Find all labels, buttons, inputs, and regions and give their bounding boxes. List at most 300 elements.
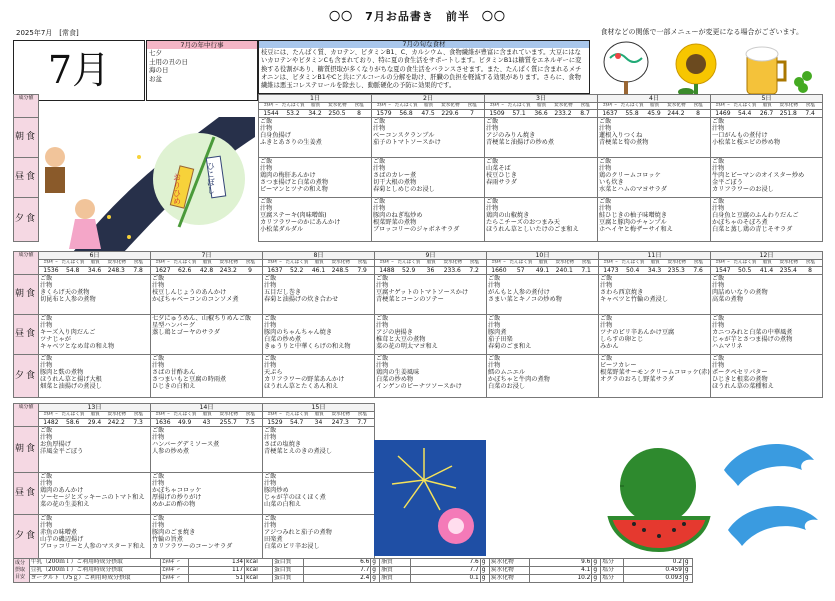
menu-item: ポークペセリパター (712, 369, 768, 377)
nutrient-value: 1579 (376, 109, 392, 117)
meal-cell (711, 354, 823, 397)
nutrient-head: 脂質 (90, 260, 100, 266)
menu-item: 汁物 (152, 433, 165, 441)
nutrient-head: 脂質 (650, 260, 660, 266)
menu-item: 椎茸と大豆の煮物 (376, 336, 426, 344)
footer-su: g (683, 567, 692, 575)
nutrient-head: 炭水化物 (443, 260, 462, 266)
menu-item: めかぶの酢の物 (152, 501, 196, 509)
meal-cell (375, 354, 487, 397)
menu-item: じゃが芋のほくほく煮 (264, 494, 326, 502)
menu-item: 豚肉煮 (488, 329, 507, 337)
menu-item: 水菜とハムのマヨサラダ (599, 186, 667, 194)
nutrient-value: 45.9 (647, 109, 661, 117)
menu-item: きくらげ天の煮物 (40, 289, 90, 297)
meal-cell (599, 274, 711, 314)
nutrient-head: 脂質 (424, 103, 434, 109)
menu-item: ご飯 (40, 472, 53, 480)
menu-item: ひじきと根菜の煮物 (712, 376, 768, 384)
meal-cell (487, 314, 599, 354)
menu-item: 汁物 (264, 281, 277, 289)
footer-su: g (683, 559, 692, 567)
menu-item: 赤魚の味噌煮 (40, 529, 78, 537)
menu-item: ご飯 (599, 157, 612, 165)
month-heading: 7月 (13, 40, 145, 101)
nutrient-values (263, 266, 375, 274)
meal-cell (263, 314, 375, 354)
nutrient-head: たんぱく質 (173, 260, 197, 266)
nutrient-value: 7.3 (133, 418, 143, 426)
menu-item: ブロッコリーのジャボネサラダ (373, 226, 460, 234)
menu-item: 汁物 (488, 361, 501, 369)
nutrient-heads (263, 260, 375, 266)
nutrient-head: 脂質 (202, 412, 212, 418)
day-date: 11日 (599, 252, 711, 260)
nutrient-heads (711, 260, 823, 266)
day-date: 13日 (39, 404, 151, 412)
nutrient-value: 1636 (155, 418, 171, 426)
menu-item: ほうれん草と揚げ大根 (40, 376, 102, 384)
footer-kv: 117 (189, 567, 245, 575)
footer-pv: 6.6 (304, 559, 371, 567)
nutrient-value: 54.4 (738, 109, 752, 117)
menu-item: さつまいもと豆腐の時雨煮 (152, 376, 227, 384)
events-box (146, 40, 258, 101)
menu-item: 春菊としめじのお浸し (373, 186, 435, 194)
menu-item: 汁物 (40, 479, 53, 487)
menu-item: 茄子のトマトソースかけ (373, 139, 441, 147)
nutrient-value: 7.1 (581, 266, 591, 274)
seasonal-text: 枝豆には、たんぱく質、カロテン、ビタミンB1、C、カルシウム、食物繊維が豊富に含まれています。大豆にはないカロテンやビタミンCも含まれており、特に夏の食生活をサポートします。ビタミンB1は糖質をエネルギーに変換する役割があり、糖質摂取が多くなりがちな夏の食生活をバランスさせます。また、たんぱく質に含まれるメチオニンは、ビタミンB1やCと共にアルコールの分解を助け、肝臓の負担を軽減する効果があります。さらに、食物繊維は悪玉コレステロールを除去し、動脈硬化の予防に効果的です。 (261, 49, 582, 90)
nutrient-values (259, 109, 372, 117)
nutrient-value: 36 (426, 266, 435, 274)
menu-item: 汁物 (264, 361, 277, 369)
nutrient-heads (487, 260, 599, 266)
nutrient-value: 1547 (715, 266, 731, 274)
meal-cell (259, 197, 372, 241)
nutrient-head: 炭水化物 (219, 260, 238, 266)
nutrient-value: 7.4 (805, 109, 815, 117)
menu-item: ご飯 (712, 274, 725, 282)
menu-item: ご飯 (264, 426, 277, 434)
nutrient-heads (599, 260, 711, 266)
nutrient-value: 7.5 (245, 418, 255, 426)
nutrient-value: 240.1 (555, 266, 573, 274)
menu-item: 田楽煮 (264, 536, 283, 544)
nutrient-head: たんぱく質 (394, 103, 418, 109)
day-date: 9日 (375, 252, 487, 260)
menu-item: ご飯 (486, 197, 499, 205)
nutrient-head: 食塩 (245, 260, 255, 266)
footer-cu: g (592, 559, 601, 567)
menu-item: 汁物 (40, 361, 53, 369)
menu-item: ご飯 (152, 274, 165, 282)
footer-sv: 0.2 (623, 559, 683, 567)
menu-item: 人参の炒め煮 (152, 448, 190, 456)
menu-item: 根菜野菜サーモンクリームコロッケ(赤) (600, 369, 710, 377)
footer-fu: g (480, 559, 489, 567)
footer-row (14, 567, 693, 575)
menu-item: ご飯 (264, 514, 277, 522)
sunflower-icon (660, 38, 732, 100)
nutrient-heads (263, 412, 375, 418)
menu-item: 鱈のムニエル (488, 369, 526, 377)
menu-item: 小松菜と桜エビの炒め物 (712, 139, 781, 147)
menu-item: インゲンのピーナツソースかけ (376, 383, 462, 391)
nutrient-values (487, 266, 599, 274)
nutrient-heads (485, 103, 598, 109)
menu-item: 天ぷら (264, 369, 283, 377)
menu-item: ご飯 (260, 157, 273, 165)
nutrient-heads (375, 260, 487, 266)
nutrient-value: 56.8 (399, 109, 413, 117)
seasonal-food-box (258, 40, 590, 94)
menu-item: 汁物 (599, 204, 612, 212)
nutrient-values (485, 109, 598, 117)
menu-item: 豚肉と麩の煮物 (40, 369, 84, 377)
nutrient-value: 1637 (267, 266, 283, 274)
footer-k: ｴﾈﾙｷﾞｰ (161, 575, 189, 583)
nutrition-label: 成分値 (14, 404, 39, 427)
menu-item: ホヘイヤと梅ザーサイ和え (599, 226, 673, 234)
meal-cell (263, 274, 375, 314)
nutrient-head: 炭水化物 (107, 260, 126, 266)
footer-fu: g (480, 567, 489, 575)
menu-item: 汁物 (40, 321, 53, 329)
menu-item: じゃが芋とさつま揚げの煮物 (712, 336, 793, 344)
nutrient-value: 8 (696, 109, 700, 117)
meal-cell (487, 274, 599, 314)
nutrient-value: 49.9 (178, 418, 192, 426)
footer-pv: 2.4 (304, 575, 371, 583)
footer-fv: 0.1 (411, 575, 480, 583)
nutrient-head: ｴﾈﾙｷﾞｰ (376, 103, 391, 109)
nutrient-heads (372, 103, 485, 109)
nutrient-head: 炭水化物 (219, 412, 238, 418)
menu-item: 汁物 (264, 479, 277, 487)
menu-item: 五目だし巻き (264, 289, 302, 297)
menu-item: ご飯 (264, 472, 277, 480)
nutrient-value: 1473 (603, 266, 619, 274)
nutrient-head: ｴﾈﾙｷﾞｰ (155, 260, 170, 266)
menu-item: 春菊のごま和え (488, 343, 532, 351)
menu-item: ご飯 (152, 426, 165, 434)
footer-cu: g (592, 575, 601, 583)
lunch-label: 昼食 (14, 157, 39, 197)
menu-item: 白菜のピリ辛お浸し (264, 543, 320, 551)
nutrient-value: 233.6 (443, 266, 461, 274)
day-date: 15日 (263, 404, 375, 412)
nutrient-value: 53.2 (286, 109, 300, 117)
menu-item: 汁物 (376, 321, 389, 329)
menu-item: 青梗菜とコーンのソテー (376, 296, 444, 304)
menu-item: かぼちゃベーコンのコンソメ煮 (152, 296, 239, 304)
nutrient-head: ｴﾈﾙｷﾞｰ (489, 103, 504, 109)
menu-item: 豆腐ステーキ(肉味噌餡) (260, 212, 327, 220)
menu-item: キャベツと竹輪の煮浸し (600, 296, 669, 304)
meal-cell (151, 514, 263, 558)
menu-item: 七夕にゅうめん、山椒ちりめんご飯 (152, 314, 252, 322)
menu-item: さばのカレー煮 (373, 172, 417, 180)
nutrition-label: 成分値 (14, 252, 39, 275)
meal-cell (487, 354, 599, 397)
meal-cell (711, 314, 823, 354)
menu-item: ご飯 (488, 274, 501, 282)
menu-item: 切昆布と人参の煮物 (40, 296, 96, 304)
menu-item: ご飯 (712, 197, 725, 205)
meal-cell (375, 274, 487, 314)
menu-item: 白菜と蒸し鶏の青じそサラダ (712, 226, 793, 234)
menu-item: 汁物 (712, 124, 725, 132)
nutrient-head: たんぱく質 (620, 103, 644, 109)
menu-item: さまい菜とキノコの炒め物 (488, 296, 562, 304)
footer-row (14, 559, 693, 567)
menu-item: ご飯 (260, 197, 273, 205)
breakfast-label: 朝食 (14, 426, 39, 472)
nutrient-value: 235.3 (667, 266, 685, 274)
footer-c: 炭水化物 (489, 559, 529, 567)
menu-item: 汁物 (260, 204, 273, 212)
day-date: 5日 (711, 95, 823, 103)
nutrient-value: 58.6 (66, 418, 80, 426)
nutrient-value: 7.6 (693, 266, 703, 274)
menu-item: ご飯 (260, 117, 273, 125)
menu-item: お魚厚揚げ (40, 441, 71, 449)
watermelon-illustration (604, 440, 714, 558)
menu-item: 鶏肉の生姜風味 (376, 369, 420, 377)
menu-item: ご飯 (373, 157, 386, 165)
menu-item: 高菜の煮物 (712, 296, 743, 304)
menu-item: さばの塩焼き (264, 441, 302, 449)
menu-item: 蓮根入りつくね (599, 132, 643, 140)
nutrient-head: ｴﾈﾙｷﾞｰ (267, 412, 282, 418)
nutrient-head: たんぱく質 (733, 260, 757, 266)
nutrient-value: 34 (314, 418, 323, 426)
nutrient-head: 食塩 (469, 260, 479, 266)
footer-item: 豆乳（200ｍｌ）ご利用時成分摂取 (29, 567, 161, 575)
menu-item: 汁物 (152, 479, 165, 487)
nutrient-value: 7.7 (357, 418, 367, 426)
footer-s: 塩分 (601, 567, 623, 575)
meal-cell (599, 314, 711, 354)
menu-item: ご飯 (152, 472, 165, 480)
day-date: 4日 (598, 95, 711, 103)
meal-cell (39, 472, 151, 514)
menu-item: 青梗菜と筍の煮物 (599, 139, 649, 147)
nutrient-head: 食塩 (580, 103, 590, 109)
meal-cell (711, 117, 823, 157)
menu-item: 鶏肉のあんかけ (40, 487, 84, 495)
menu-item: 汁物 (712, 321, 725, 329)
meal-cell (259, 117, 372, 157)
nutrient-head: 脂質 (314, 260, 324, 266)
nutrient-head: 炭水化物 (554, 103, 573, 109)
day-date: 6日 (39, 252, 151, 260)
footer-ku: kcal (245, 567, 273, 575)
menu-item: しらすの卵とじ (600, 336, 644, 344)
nutrient-head: 食塩 (693, 260, 703, 266)
day-date: 2日 (372, 95, 485, 103)
nutrient-values (39, 266, 151, 274)
footer-k: ｴﾈﾙｷﾞｰ (161, 567, 189, 575)
menu-item: 汁物 (712, 281, 725, 289)
lunch-label: 昼食 (14, 314, 39, 354)
menu-item: ご飯 (40, 514, 53, 522)
nutrient-head: 食塩 (245, 412, 255, 418)
day-date: 8日 (263, 252, 375, 260)
menu-item: ご飯 (712, 314, 725, 322)
meal-cell (151, 274, 263, 314)
meal-cell (711, 197, 823, 241)
day-date: 3日 (485, 95, 598, 103)
menu-item: ご飯 (40, 426, 53, 434)
nutrient-value: 244.2 (667, 109, 685, 117)
nutrient-value: 49.1 (535, 266, 550, 274)
nutrient-head: 脂質 (314, 412, 324, 418)
menu-item: 汁物 (712, 361, 725, 369)
meal-cell (259, 157, 372, 197)
menu-item: 汁物 (260, 124, 273, 132)
nutrient-heads (598, 103, 711, 109)
tanabata-illustration (39, 117, 255, 257)
nutrient-value: 1482 (43, 418, 59, 426)
footer-intake-table (13, 558, 693, 583)
footer-p: 蛋白質 (273, 559, 304, 567)
footer-cv: 9.6 (529, 559, 592, 567)
menu-item: ご飯 (599, 117, 612, 125)
menu-item: 小松菜ダルダル (260, 226, 304, 234)
nutrient-value: 229.6 (441, 109, 459, 117)
menu-item: 青梗菜とえのきの煮浸し (264, 448, 333, 456)
menu-item: 豚肉のごま焼き (152, 529, 196, 537)
menu-item: カリフラワーのコーンサラダ (152, 543, 233, 551)
menu-item: 山菜の白和え (264, 501, 302, 509)
footer-rows (14, 559, 693, 583)
menu-item: 茄子田楽 (488, 336, 513, 344)
nutrient-head: たんぱく質 (621, 260, 645, 266)
meal-cell (485, 117, 598, 157)
menu-item: 汁物 (488, 321, 501, 329)
menu-item: 牛肉とピーマンのオイスター炒め (712, 172, 805, 180)
footer-kv: 134 (189, 559, 245, 567)
menu-item: ご飯 (488, 354, 501, 362)
page-title: 〇〇 7月お品書き 前半 〇〇 (329, 10, 506, 23)
notice-text: 食材などの関係で一部メニューが変更になる場合がございます。 (600, 28, 803, 36)
nutrient-value: 1660 (491, 266, 507, 274)
menu-item: ご飯 (600, 354, 613, 362)
menu-item: 汁物 (376, 281, 389, 289)
footer-row (14, 575, 693, 583)
menu-item: 豆腐と豚肉のチャンプル (599, 219, 667, 227)
menu-item: ハンバーグデミソース煮 (152, 441, 220, 449)
menu-item: 豚肉炒め (264, 487, 289, 495)
nutrient-value: 248.5 (331, 266, 349, 274)
meal-cell (485, 197, 598, 241)
day-date: 12日 (711, 252, 823, 260)
menu-item: ご飯 (376, 354, 389, 362)
nutrient-value: 52.2 (290, 266, 304, 274)
nutrient-value: 52.9 (402, 266, 416, 274)
menu-item: ご飯 (40, 314, 53, 322)
menu-item: 汁物 (599, 164, 612, 172)
nutrient-head: 脂質 (202, 260, 212, 266)
day-date: 7日 (151, 252, 263, 260)
menu-item: 汁物 (40, 433, 53, 441)
nutrient-head: 食塩 (467, 103, 477, 109)
nutrient-value: 57.1 (512, 109, 526, 117)
menu-item: 豆腐ナゲットのトマトソースかけ (376, 289, 469, 297)
meal-cell (263, 514, 375, 558)
dinner-label: 夕食 (14, 197, 39, 241)
nutrient-head: 脂質 (650, 103, 660, 109)
nutrient-head: たんぱく質 (397, 260, 421, 266)
meal-cell (39, 274, 151, 314)
menu-item: さつま揚げと白菜の煮物 (260, 179, 329, 187)
meal-cell (598, 117, 711, 157)
nutrient-value: 1544 (263, 109, 279, 117)
intake-label: 成分摂取目安 (14, 559, 30, 583)
footer-pu: g (371, 567, 380, 575)
menu-item: キャベツとなめ茸の和え物 (40, 343, 115, 351)
nutrient-head: 食塩 (693, 103, 703, 109)
nutrient-head: 炭水化物 (667, 260, 686, 266)
event-item: 七夕 (149, 49, 162, 57)
meal-cell (151, 314, 263, 354)
meal-cell (151, 472, 263, 514)
menu-item: ご飯 (373, 117, 386, 125)
beer-mug-icon (737, 40, 817, 100)
nutrient-value: 34.2 (308, 109, 322, 117)
nutrient-head: ｴﾈﾙｷﾞｰ (603, 260, 618, 266)
nutrient-head: ｴﾈﾙｷﾞｰ (379, 260, 394, 266)
menu-item: ご飯 (376, 314, 389, 322)
menu-item: 鶏のクリームコロッケ (599, 172, 661, 180)
nutrient-head: 食塩 (357, 260, 367, 266)
menu-item: ご飯 (712, 354, 725, 362)
nutrient-value: 47.5 (421, 109, 435, 117)
dinner-label: 夕食 (14, 514, 39, 558)
nutrient-head: 食塩 (581, 260, 591, 266)
nutrient-head: 炭水化物 (667, 103, 686, 109)
nutrient-value: 34.3 (647, 266, 662, 274)
footer-f: 脂質 (380, 559, 411, 567)
nutrient-value: 54.7 (290, 418, 304, 426)
nutrient-values (711, 109, 823, 117)
menu-item: 汁物 (264, 433, 277, 441)
meal-cell (39, 426, 151, 472)
menu-item: 汁物 (712, 204, 725, 212)
nutrient-value: 62.6 (178, 266, 192, 274)
menu-item: アジの唐揚き (376, 329, 413, 337)
footer-item: ヨーグルト（75ｇ）ご利用時成分摂取 (29, 575, 161, 583)
meal-cell (39, 514, 151, 558)
nutrient-head: 炭水化物 (107, 412, 126, 418)
nutrient-head: 炭水化物 (779, 260, 798, 266)
year-month-label: 2025年7月 [常食] (16, 29, 79, 37)
fireworks-illustration (374, 440, 486, 556)
nutrient-value: 43 (202, 418, 211, 426)
menu-item: 汁物 (40, 281, 53, 289)
footer-pu: g (371, 559, 380, 567)
nutrient-head: 脂質 (90, 412, 100, 418)
event-item: お盆 (149, 74, 162, 83)
menu-item: 星型ハンバーグ (152, 321, 195, 329)
meal-cell (485, 157, 598, 197)
nutrient-value: 7.2 (469, 266, 479, 274)
menu-item: 鶏肉の梅肝あんかけ (260, 172, 316, 180)
menu-item: 厚揚げの炒りがけ (152, 494, 202, 502)
footer-cv: 10.2 (529, 575, 592, 583)
